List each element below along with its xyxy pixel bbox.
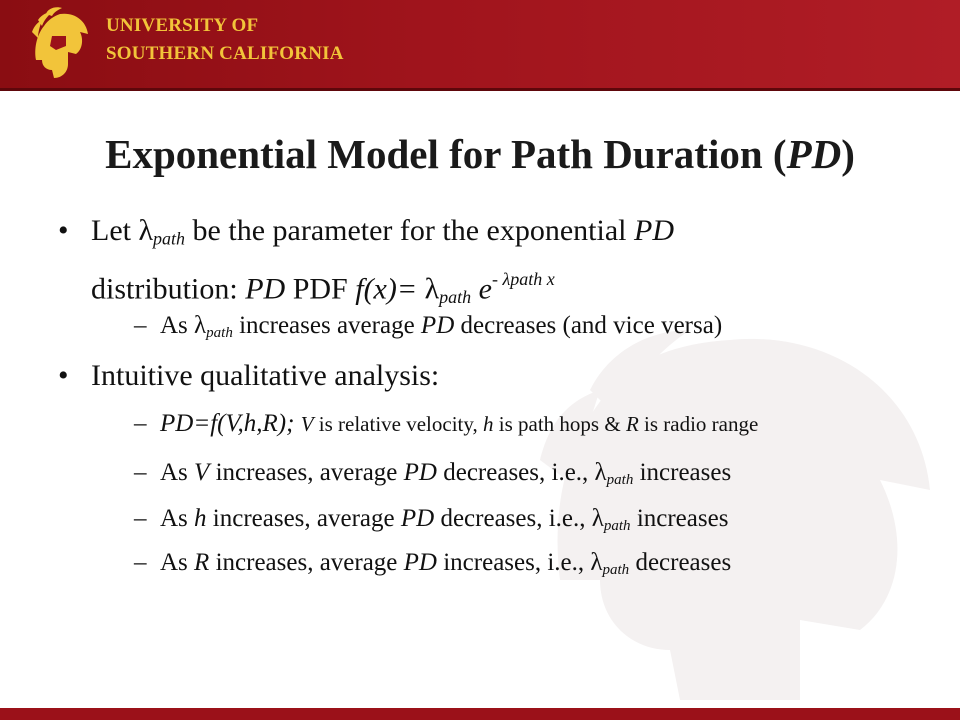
footer-band xyxy=(0,708,960,720)
bullet-let-lambda: Let $\lambda_{path}$ be the parameter for the exponential PD distribution: PD PDF $f(x)= \lambda_{path}$ $e^{- \lambda path x}$ xyxy=(91,214,675,307)
bullet-intuitive: Intuitive qualitative analysis: xyxy=(91,359,440,392)
university-line-1: UNIVERSITY OF xyxy=(106,15,259,36)
dash-marker: – xyxy=(134,549,147,576)
header-divider xyxy=(0,88,960,91)
dash-marker: – xyxy=(134,505,147,532)
header-band xyxy=(0,0,960,88)
slide-title xyxy=(0,128,960,180)
title-close: ) xyxy=(841,131,855,177)
university-line-2: SOUTHERN CALIFORNIA xyxy=(106,43,344,64)
bullet-marker: • xyxy=(58,359,69,392)
sub-bullet-pd-function: PD=f(V,h,R); V is relative velocity, h is path hops & R is radio range xyxy=(160,410,759,437)
sub-bullet-v-increases: As V increases, average PD decreases, i.e., $\lambda_{path}$ increases xyxy=(160,459,732,488)
sub-bullet-h-increases: As h increases, average PD decreases, i.e., $\lambda_{path}$ increases xyxy=(160,505,729,534)
trojan-helmet-logo xyxy=(22,6,92,82)
university-name xyxy=(106,12,344,68)
bullet-marker: • xyxy=(58,214,69,247)
dash-marker: – xyxy=(134,312,147,339)
dash-marker: – xyxy=(134,410,147,437)
title-pd: PD xyxy=(786,131,842,177)
dash-marker: – xyxy=(134,459,147,486)
title-text: Exponential Model for Path Duration ( xyxy=(105,131,787,177)
sub-bullet-r-increases: As R increases, average PD increases, i.e., $\lambda_{path}$ decreases xyxy=(160,549,732,578)
sub-bullet-lambda-increase: As $\lambda_{path}$ increases average PD decreases (and vice versa) xyxy=(160,312,723,341)
